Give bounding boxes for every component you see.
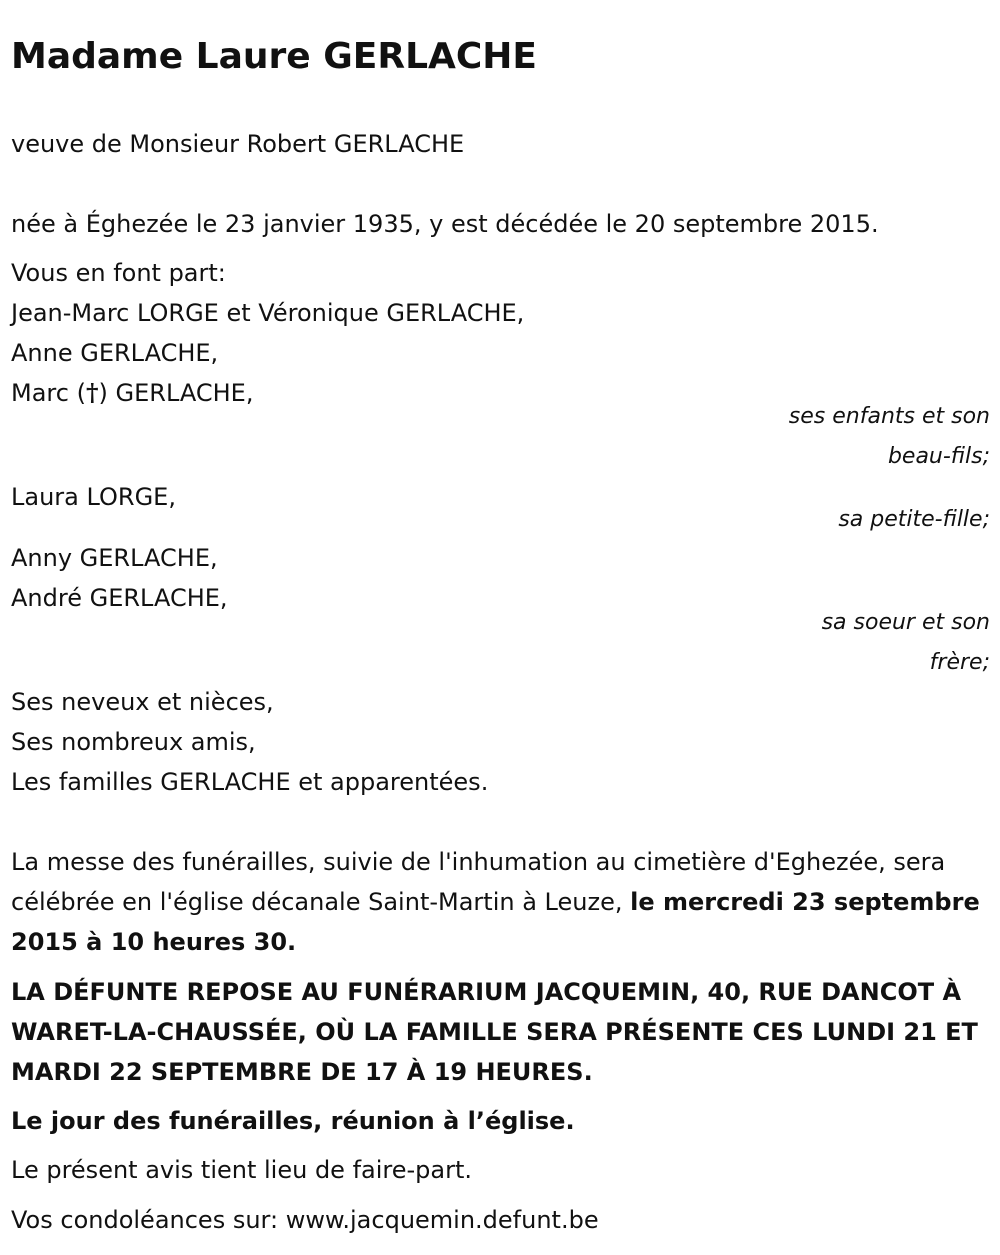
repose-notice: LA DÉFUNTE REPOSE AU FUNÉRARIUM JACQUEMIN, 40, RUE DANCOT À WARET-LA-CHAUSSÉE, OÙ LA FAMILLE SERA PRÉSENTE CES LUNDI 21 ET MARDI 22 SEPTEMBRE DE 17 À 19 HEURES. bbox=[11, 978, 978, 1086]
condolences-line: Vos condoléances sur: www.jacquemin.defunt.be bbox=[11, 1206, 599, 1234]
deceased-cross-icon: † bbox=[85, 378, 99, 407]
sibling-line-2: André GERLACHE, bbox=[11, 584, 228, 612]
children-line-3 bbox=[11, 373, 253, 413]
announce-intro: Vous en font part: bbox=[11, 259, 226, 287]
children-relation-line-1: ses enfants et son bbox=[788, 404, 990, 429]
children-line-2: Anne GERLACHE, bbox=[11, 339, 219, 367]
church-meeting-line: Le jour des funérailles, réunion à l’église. bbox=[11, 1107, 575, 1135]
funeral-date: le mercredi 23 septembre 2015 à 10 heures 30. bbox=[11, 888, 980, 956]
children-line-1: Jean-Marc LORGE et Véronique GERLACHE, bbox=[11, 299, 525, 327]
others-line-3: Les familles GERLACHE et apparentées. bbox=[11, 768, 489, 796]
sibling-line-1: Anny GERLACHE, bbox=[11, 544, 218, 572]
others-line-2: Ses nombreux amis, bbox=[11, 728, 256, 756]
faire-part-notice: Le présent avis tient lieu de faire-part. bbox=[11, 1156, 473, 1184]
birth-death-line: née à Éghezée le 23 janvier 1935, y est décédée le 20 septembre 2015. bbox=[11, 210, 879, 238]
others-line-1: Ses neveux et nièces, bbox=[11, 688, 274, 716]
children-line-3-prefix: Marc ( bbox=[11, 379, 86, 407]
children-line-3-suffix: ) GERLACHE, bbox=[98, 379, 254, 407]
siblings-relation-line-2: frère; bbox=[929, 650, 990, 675]
children-relation-line-2: beau-fils; bbox=[887, 444, 990, 469]
siblings-relation-line-1: sa soeur et son bbox=[821, 610, 990, 635]
widow-line: veuve de Monsieur Robert GERLACHE bbox=[11, 130, 465, 158]
funeral-mass-text: La messe des funérailles, suivie de l'inhumation au cimetière d'Eghezée, sera célébrée en l'église décanale Saint-Martin à Leuze, bbox=[11, 848, 946, 916]
funeral-mass-paragraph bbox=[11, 842, 991, 962]
grandchild-relation: sa petite-fille; bbox=[838, 507, 990, 532]
grandchild-name: Laura LORGE, bbox=[11, 483, 176, 511]
deceased-name-title: Madame Laure GERLACHE bbox=[11, 36, 538, 77]
